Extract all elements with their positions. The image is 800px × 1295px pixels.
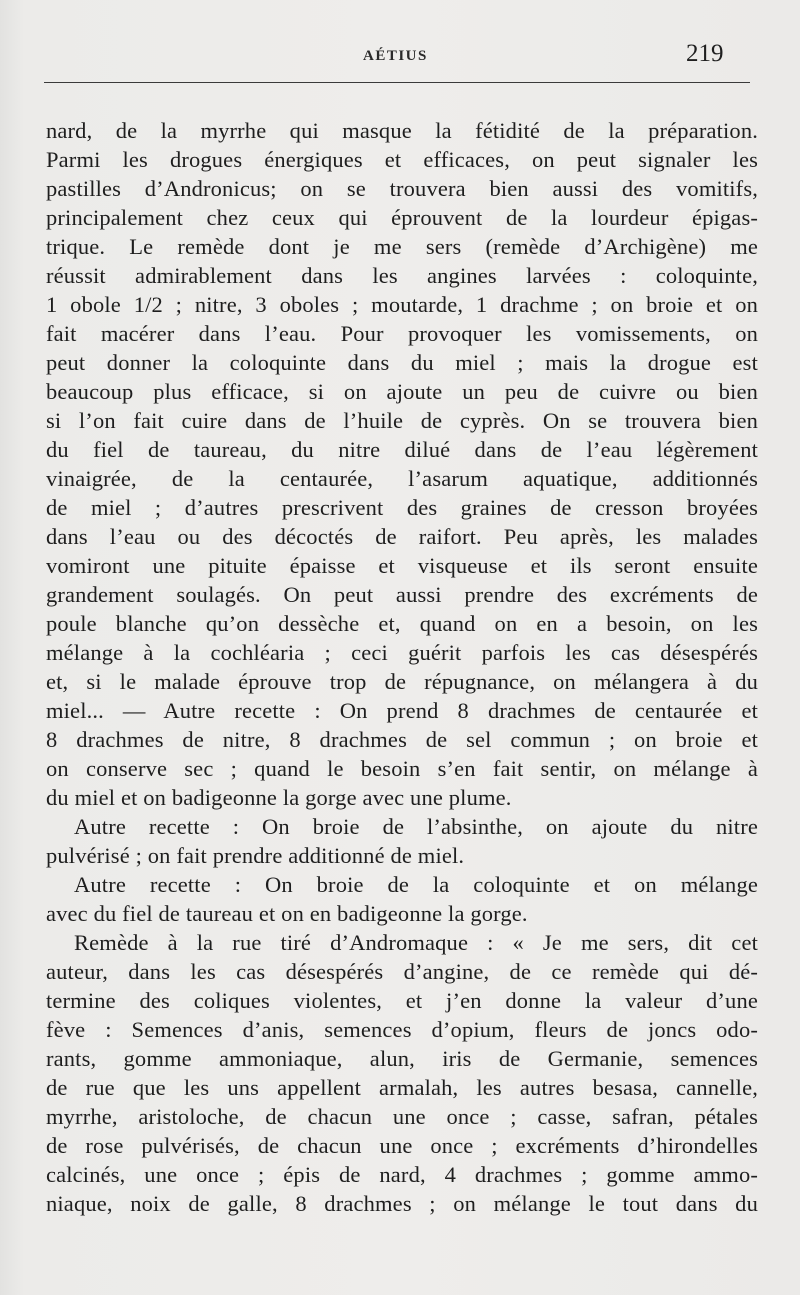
text-line: pastilles d’Andronicus; on se trouvera bien aussi des vomitifs,	[46, 176, 758, 201]
page-number: 219	[686, 40, 724, 67]
text-line: 8 drachmes de nitre, 8 drachmes de sel commun ; on broie et	[46, 727, 758, 752]
running-title: AÉTIUS	[363, 48, 428, 64]
text-line: de rose pulvérisés, de chacun une once ; excréments d’hirondelles	[46, 1133, 758, 1158]
text-line: principalement chez ceux qui éprouvent de la lourdeur épigas-	[46, 205, 758, 230]
text-line: grandement soulagés. On peut aussi prendre des excréments de	[46, 582, 758, 607]
header-rule	[44, 82, 750, 83]
text-line: nard, de la myrrhe qui masque la fétidité de la préparation.	[46, 118, 758, 143]
text-line: du fiel de taureau, du nitre dilué dans de l’eau légèrement	[46, 437, 758, 462]
text-line: rants, gomme ammoniaque, alun, iris de Germanie, semences	[46, 1046, 758, 1071]
text-line: mélange à la cochléaria ; ceci guérit parfois les cas désespérés	[46, 640, 758, 665]
text-line: réussit admirablement dans les angines larvées : coloquinte,	[46, 263, 758, 288]
text-line: beaucoup plus efficace, si on ajoute un peu de cuivre ou bien	[46, 379, 758, 404]
text-line: pulvérisé ; on fait prendre additionné de miel.	[46, 843, 465, 868]
text-line: peut donner la coloquinte dans du miel ; mais la drogue est	[46, 350, 758, 375]
page-header	[0, 38, 800, 74]
text-line: Autre recette : On broie de l’absinthe, on ajoute du nitre	[74, 814, 758, 839]
text-line: trique. Le remède dont je me sers (remède d’Archigène) me	[46, 234, 758, 259]
text-line: auteur, dans les cas désespérés d’angine, de ce remède qui dé-	[46, 959, 758, 984]
text-line: 1 obole 1/2 ; nitre, 3 oboles ; moutarde, 1 drachme ; on broie et on	[46, 292, 758, 317]
text-line: fève : Semences d’anis, semences d’opium, fleurs de joncs odo-	[46, 1017, 758, 1042]
text-line: du miel et on badigeonne la gorge avec une plume.	[46, 785, 512, 810]
text-line: et, si le malade éprouve trop de répugnance, on mélangera à du	[46, 669, 758, 694]
text-line: de rue que les uns appellent armalah, les autres besasa, cannelle,	[46, 1075, 758, 1100]
text-line: vomiront une pituite épaisse et visqueuse et ils seront ensuite	[46, 553, 758, 578]
text-line: dans l’eau ou des décoctés de raifort. Peu après, les malades	[46, 524, 758, 549]
text-line: myrrhe, aristoloche, de chacun une once ; casse, safran, pétales	[46, 1104, 758, 1129]
text-line: miel... — Autre recette : On prend 8 drachmes de centaurée et	[46, 698, 758, 723]
text-line: avec du fiel de taureau et on en badigeonne la gorge.	[46, 901, 528, 926]
text-line: termine des coliques violentes, et j’en donne la valeur d’une	[46, 988, 758, 1013]
text-line: vinaigrée, de la centaurée, l’asarum aquatique, additionnés	[46, 466, 758, 491]
body-text	[46, 116, 758, 1218]
text-line: si l’on fait cuire dans de l’huile de cyprès. On se trouvera bien	[46, 408, 758, 433]
text-line: Parmi les drogues énergiques et efficaces, on peut signaler les	[46, 147, 758, 172]
text-line: Remède à la rue tiré d’Andromaque : « Je me sers, dit cet	[74, 930, 758, 955]
text-line: Autre recette : On broie de la coloquinte et on mélange	[74, 872, 758, 897]
text-line: calcinés, une once ; épis de nard, 4 drachmes ; gomme ammo-	[46, 1162, 758, 1187]
text-line: on conserve sec ; quand le besoin s’en fait sentir, on mélange à	[46, 756, 758, 781]
text-line: de miel ; d’autres prescrivent des graines de cresson broyées	[46, 495, 758, 520]
text-line: poule blanche qu’on dessèche et, quand on en a besoin, on les	[46, 611, 758, 636]
text-line: fait macérer dans l’eau. Pour provoquer les vomissements, on	[46, 321, 758, 346]
text-line: niaque, noix de galle, 8 drachmes ; on mélange le tout dans du	[46, 1191, 758, 1216]
